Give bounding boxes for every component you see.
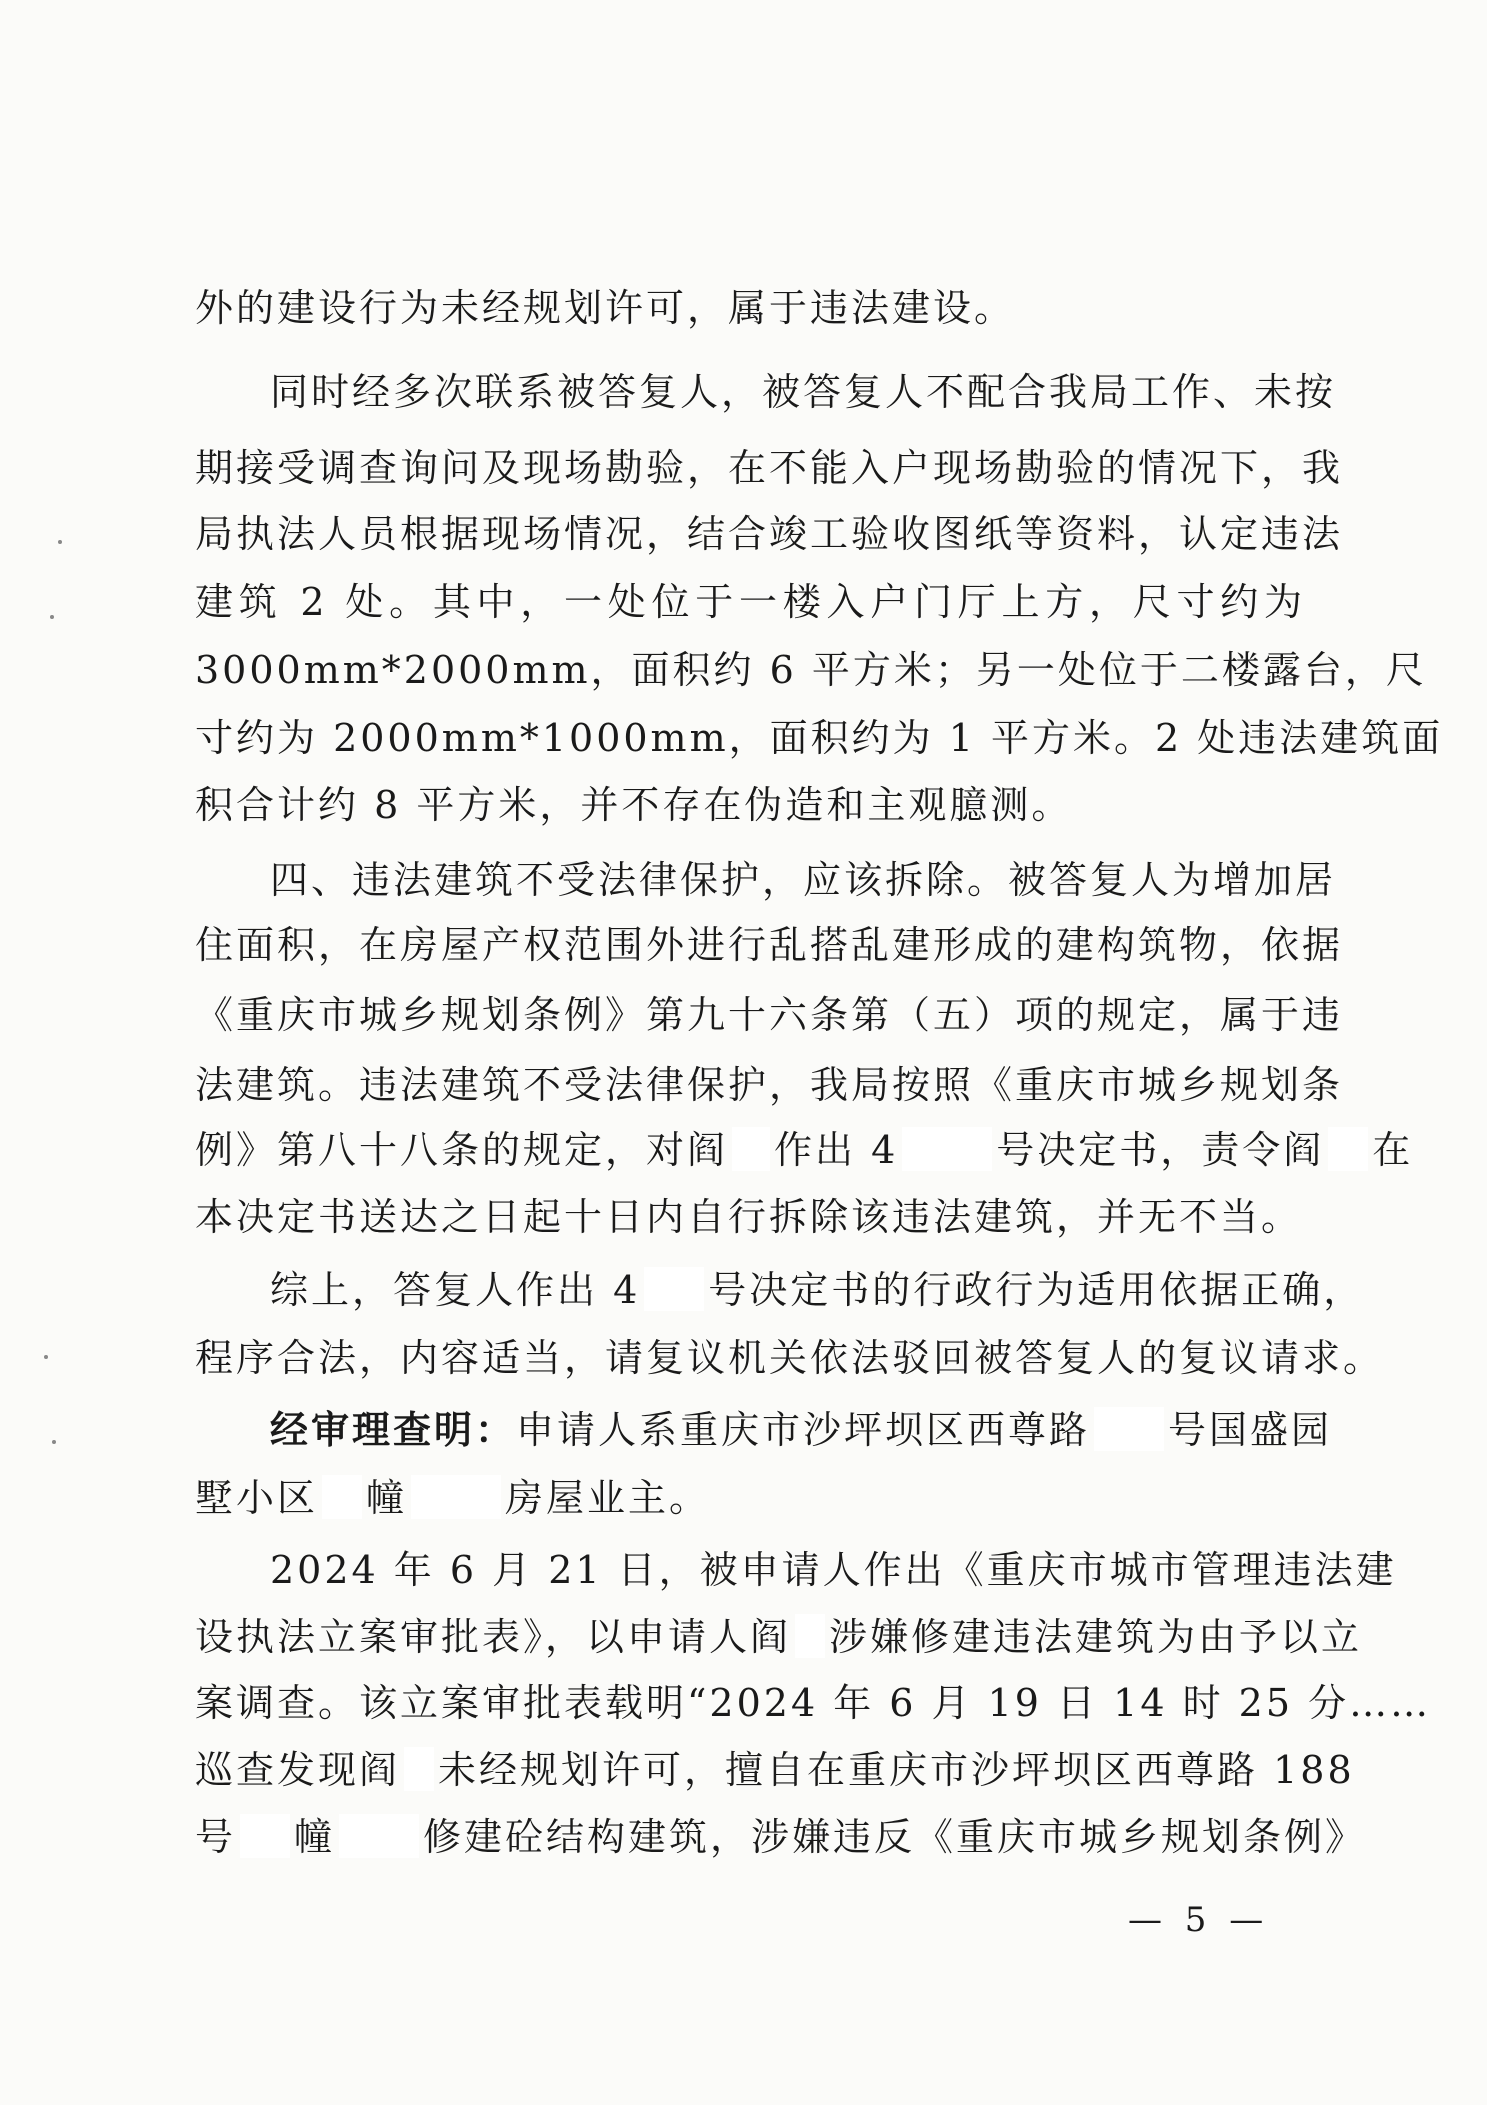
text-segment: 在 [1372,1128,1414,1172]
text-segment: 号 [195,1815,237,1859]
text-segment: 房屋业主。 [505,1476,711,1520]
text-segment: 幢 [294,1815,336,1859]
scan-speck [58,540,62,544]
text-line: 四、违法建筑不受法律保护，应该拆除。被答复人为增加居 [270,858,1337,902]
scan-speck [44,1355,48,1359]
text-line: 期接受调查询问及现场勘验，在不能入户现场勘验的情况下，我 [195,446,1344,490]
text-line [195,1612,1363,1662]
redaction-box [322,1475,362,1519]
text-segment: 涉嫌修建违法建筑为由予以立 [829,1615,1363,1659]
text-line [270,1265,1365,1315]
text-segment: 例》第八十八条的规定，对阎 [195,1128,729,1172]
text-segment: 未经规划许可，擅自在重庆市沙坪坝区西尊路 188 [438,1748,1355,1792]
text-line: 局执法人员根据现场情况，结合竣工验收图纸等资料，认定违法 [195,512,1344,556]
text-line: 同时经多次联系被答复人，被答复人不配合我局工作、未按 [270,370,1337,414]
text-line [195,1125,1414,1175]
text-segment: 号国盛园 [1168,1408,1333,1452]
text-line: 住面积，在房屋产权范围外进行乱搭乱建形成的建构筑物，依据 [195,923,1344,967]
text-segment: 综上，答复人作出 4 [270,1268,641,1312]
text-line [195,1473,1305,1523]
text-line [195,1812,1367,1862]
text-segment: 号决定书的行政行为适用依据正确， [708,1268,1365,1312]
text-segment: 作出 4 [774,1128,899,1172]
text-segment: 申请人系重庆市沙坪坝区西尊路 [516,1408,1091,1452]
text-line [270,1405,1333,1455]
text-line: 程序合法，内容适当，请复议机关依法驳回被答复人的复议请求。 [195,1336,1385,1380]
text-line: 2024 年 6 月 21 日，被申请人作出《重庆市城市管理违法建 [270,1548,1397,1592]
redaction-box [1328,1127,1368,1171]
text-segment: 设执法立案审批表》，以申请人阎 [195,1615,792,1659]
text-line: 案调查。该立案审批表载明“2024 年 6 月 19 日 14 时 25 分…… [195,1681,1432,1725]
text-segment: 幢 [366,1476,408,1520]
text-segment: 墅小区 [195,1476,319,1520]
text-segment: 巡查发现阎 [195,1748,401,1792]
scan-speck [50,615,54,619]
text-line: 本决定书送达之日起十日内自行拆除该违法建筑，并无不当。 [195,1195,1303,1239]
page-number: — 5 — [1128,1900,1270,1940]
text-line: 建筑 2 处。其中，一处位于一楼入户门厅上方，尺寸约为 [195,580,1305,624]
finding-label: 经审理查明： [270,1407,517,1452]
redaction-box [1094,1407,1164,1451]
text-line: 《重庆市城乡规划条例》第九十六条第（五）项的规定，属于违 [195,993,1344,1037]
text-line: 积合计约 8 平方米，并不存在伪造和主观臆测。 [195,783,1073,827]
redaction-box [795,1614,825,1658]
scan-speck [52,1440,56,1444]
text-segment: 修建砼结构建筑，涉嫌违反《重庆市城乡规划条例》 [423,1815,1367,1859]
text-line: 外的建设行为未经规划许可，属于违法建设。 [195,286,1016,330]
redaction-box [339,1814,419,1858]
redaction-box [411,1475,501,1519]
text-line [195,1745,1355,1795]
redaction-box [240,1814,290,1858]
text-line: 寸约为 2000mm*1000mm，面积约为 1 平方米。2 处违法建筑面 [195,716,1444,760]
redaction-box [404,1747,434,1791]
text-line: 法建筑。违法建筑不受法律保护，我局按照《重庆市城乡规划条 [195,1063,1344,1107]
text-segment: 号决定书，责令阎 [996,1128,1325,1172]
redaction-box [902,1127,992,1171]
text-line: 3000mm*2000mm，面积约 6 平方米；另一处位于二楼露台，尺 [195,648,1427,692]
redaction-box [644,1267,704,1311]
redaction-box [732,1127,770,1171]
